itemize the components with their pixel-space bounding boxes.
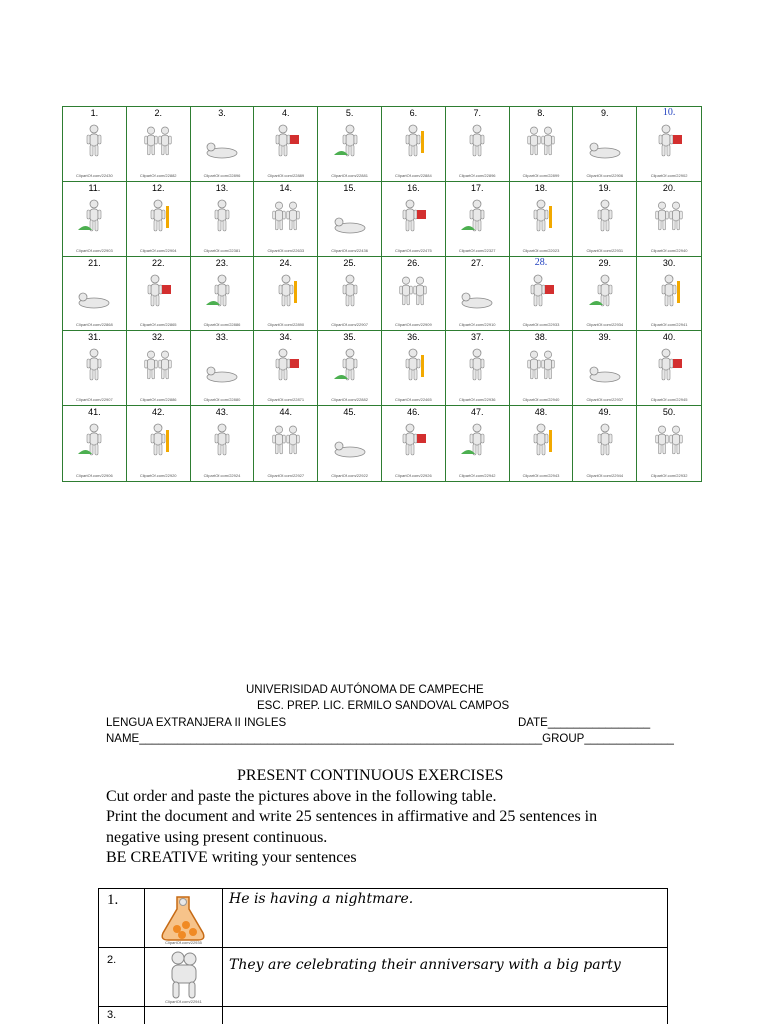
grid-cell bbox=[191, 182, 255, 257]
grid-cell bbox=[573, 182, 637, 257]
person-figure-icon bbox=[74, 196, 114, 240]
grid-cell bbox=[510, 107, 574, 182]
cell-number: 35. bbox=[343, 332, 356, 343]
clipart-credit: ClipartOf.com/22880 bbox=[203, 397, 241, 403]
person-figure-icon bbox=[202, 271, 242, 315]
person-figure-icon bbox=[585, 271, 625, 315]
cell-number: 4. bbox=[282, 108, 290, 118]
person-figure-icon bbox=[649, 121, 689, 165]
grid-cell bbox=[637, 107, 701, 182]
cell-number: 7. bbox=[473, 108, 481, 118]
grid-cell bbox=[63, 107, 127, 182]
answer-credit: ClipartOf.com/22935 bbox=[165, 940, 202, 945]
person-figure-icon bbox=[457, 345, 497, 389]
person-figure-icon bbox=[649, 271, 689, 315]
date-line: DATE________________ bbox=[518, 717, 651, 729]
person-figure-icon bbox=[585, 121, 625, 165]
person-figure-icon bbox=[393, 271, 433, 315]
clipart-credit: ClipartOf.com/22931 bbox=[586, 247, 624, 253]
grid-cell bbox=[63, 257, 127, 332]
clipart-credit: ClipartOf.com/22475 bbox=[395, 247, 432, 253]
grid-cell bbox=[127, 107, 191, 182]
cell-number: 29. bbox=[598, 257, 612, 268]
cell-number: 18. bbox=[534, 182, 548, 193]
cell-number: 14. bbox=[279, 182, 293, 193]
person-figure-icon bbox=[202, 345, 242, 389]
clipart-credit: ClipartOf.com/22933 bbox=[522, 322, 560, 328]
clipart-credit: ClipartOf.com/22868 bbox=[76, 322, 113, 328]
cell-number: 50. bbox=[662, 407, 676, 418]
cell-number: 25. bbox=[343, 257, 356, 268]
cell-number: 20. bbox=[662, 182, 676, 193]
cell-number: 28. bbox=[534, 256, 548, 268]
clipart-credit: ClipartOf.com/22633 bbox=[267, 247, 305, 253]
cell-number: 39. bbox=[598, 332, 612, 343]
person-figure-icon bbox=[521, 121, 561, 165]
clipart-credit: ClipartOf.com/22904 bbox=[139, 247, 177, 253]
person-figure-icon bbox=[521, 196, 561, 240]
clipart-credit: ClipartOf.com/22924 bbox=[203, 473, 241, 478]
cell-number: 33. bbox=[215, 332, 229, 343]
grid-cell bbox=[573, 406, 637, 481]
subject-label: LENGUA EXTRANJERA II INGLES bbox=[106, 717, 287, 729]
clipart-credit: ClipartOf.com/22327 bbox=[458, 247, 496, 253]
person-figure-icon bbox=[649, 196, 689, 240]
grid-cell bbox=[127, 182, 191, 257]
cell-number: 12. bbox=[151, 182, 165, 193]
person-figure-icon bbox=[393, 121, 433, 165]
cell-number: 42. bbox=[151, 407, 165, 418]
cell-number: 41. bbox=[88, 407, 101, 418]
person-figure-icon bbox=[649, 345, 689, 389]
instruction-line-1: Cut order and paste the pictures above in the following table. bbox=[106, 788, 497, 805]
cell-number: 1. bbox=[90, 108, 99, 118]
cell-number: 45. bbox=[343, 407, 356, 418]
clipart-credit: ClipartOf.com/22937 bbox=[586, 397, 624, 403]
answer-row bbox=[99, 889, 667, 948]
cell-number: 47. bbox=[470, 407, 484, 418]
cell-number: 49. bbox=[598, 407, 612, 418]
answer-sentence: They are celebrating their anniversary with a big party bbox=[229, 957, 621, 973]
person-figure-icon bbox=[330, 121, 370, 165]
cell-number: 36. bbox=[407, 332, 420, 343]
clipart-credit: ClipartOf.com/22909 bbox=[395, 322, 432, 328]
person-figure-icon bbox=[74, 271, 114, 315]
cell-number: 48. bbox=[534, 407, 548, 418]
person-figure-icon bbox=[457, 271, 497, 315]
grid-cell bbox=[191, 331, 255, 406]
answer-credit: ClipartOf.com/22941 bbox=[165, 999, 202, 1004]
person-figure-icon bbox=[585, 420, 625, 464]
person-figure-icon bbox=[457, 196, 497, 240]
answer-row bbox=[99, 948, 667, 1007]
grid-cell bbox=[382, 406, 446, 481]
grid-cell bbox=[510, 257, 574, 332]
clipart-credit: ClipartOf.com/22903 bbox=[76, 247, 113, 253]
answer-table bbox=[98, 888, 668, 1024]
person-figure-icon bbox=[266, 196, 306, 240]
clipart-credit: ClipartOf.com/22430 bbox=[76, 172, 113, 178]
person-figure-icon bbox=[74, 345, 114, 389]
cell-number: 16. bbox=[407, 182, 420, 193]
person-figure-icon bbox=[521, 345, 561, 389]
person-figure-icon bbox=[138, 345, 178, 389]
cell-number: 31. bbox=[88, 332, 101, 343]
person-figure-icon bbox=[266, 121, 306, 165]
clipart-credit: ClipartOf.com/22907 bbox=[76, 397, 113, 403]
person-figure-icon bbox=[330, 420, 370, 464]
cell-number: 21. bbox=[88, 257, 101, 268]
cell-number: 34. bbox=[279, 332, 293, 343]
cell-number: 32. bbox=[151, 332, 165, 343]
cell-number: 17. bbox=[470, 182, 484, 193]
cell-number: 15. bbox=[343, 182, 356, 193]
grid-cell bbox=[446, 182, 510, 257]
grid-cell bbox=[446, 331, 510, 406]
grid-cell bbox=[318, 406, 382, 481]
answer-picture bbox=[145, 948, 223, 1006]
cell-number: 24. bbox=[279, 257, 293, 268]
grid-cell bbox=[127, 406, 191, 481]
grid-cell bbox=[191, 257, 255, 332]
university-name: UNIVERISIDAD AUTÓNOMA DE CAMPECHE bbox=[246, 684, 484, 696]
answer-number: 1. bbox=[99, 889, 145, 947]
person-figure-icon bbox=[138, 196, 178, 240]
grid-cell bbox=[254, 107, 318, 182]
answer-number: 2. bbox=[99, 948, 145, 1006]
cell-number: 5. bbox=[345, 108, 354, 118]
person-figure-icon bbox=[521, 420, 561, 464]
clipart-credit: ClipartOf.com/22906 bbox=[76, 473, 113, 478]
clipart-credit: ClipartOf.com/22926 bbox=[395, 473, 432, 478]
clipart-credit: ClipartOf.com/22890 bbox=[267, 322, 305, 328]
instruction-line-2: Print the document and write 25 sentences in affirmative and 25 sentences in bbox=[106, 808, 598, 825]
clipart-credit: ClipartOf.com/22865 bbox=[139, 322, 177, 328]
clipart-credit: ClipartOf.com/22881 bbox=[331, 172, 368, 178]
cell-number: 22. bbox=[151, 257, 165, 268]
grid-cell bbox=[510, 331, 574, 406]
grid-cell bbox=[573, 331, 637, 406]
instruction-line-4: BE CREATIVE writing your sentences bbox=[106, 849, 357, 866]
cell-number: 38. bbox=[534, 332, 548, 343]
grid-cell bbox=[382, 331, 446, 406]
clipart-credit: ClipartOf.com/22945 bbox=[650, 397, 688, 403]
clipart-credit: ClipartOf.com/22940 bbox=[650, 247, 688, 253]
clipart-credit: ClipartOf.com/22023 bbox=[522, 247, 560, 253]
cell-number: 30. bbox=[662, 257, 676, 268]
clipart-credit: ClipartOf.com/22940 bbox=[522, 397, 560, 403]
clipart-credit: ClipartOf.com/22922 bbox=[331, 473, 368, 478]
answer-picture bbox=[145, 889, 223, 947]
grid-cell bbox=[191, 406, 255, 481]
flask-icon bbox=[153, 891, 213, 943]
grid-cell bbox=[254, 331, 318, 406]
clipart-credit: ClipartOf.com/22882 bbox=[139, 172, 177, 178]
person-figure-icon bbox=[457, 121, 497, 165]
cell-number: 13. bbox=[215, 182, 229, 193]
clipart-credit: ClipartOf.com/22910 bbox=[458, 322, 496, 328]
clipart-credit: ClipartOf.com/22871 bbox=[267, 397, 305, 403]
person-figure-icon bbox=[202, 121, 242, 165]
grid-cell bbox=[318, 331, 382, 406]
grid-cell bbox=[637, 331, 701, 406]
grid-cell bbox=[382, 182, 446, 257]
person-figure-icon bbox=[266, 271, 306, 315]
clipart-credit: ClipartOf.com/22886 bbox=[139, 397, 177, 403]
grid-cell bbox=[254, 182, 318, 257]
grid-cell bbox=[254, 257, 318, 332]
clipart-credit: ClipartOf.com/22899 bbox=[522, 172, 560, 178]
person-figure-icon bbox=[393, 420, 433, 464]
cell-number: 26. bbox=[407, 257, 420, 268]
grid-cell bbox=[573, 107, 637, 182]
clipart-credit: ClipartOf.com/22941 bbox=[650, 322, 688, 328]
grid-cell bbox=[446, 107, 510, 182]
grid-cell bbox=[510, 182, 574, 257]
person-figure-icon bbox=[138, 121, 178, 165]
clipart-credit: ClipartOf.com/22934 bbox=[586, 322, 624, 328]
clipart-credit: ClipartOf.com/22906 bbox=[586, 172, 624, 178]
person-figure-icon bbox=[74, 121, 114, 165]
person-figure-icon bbox=[74, 420, 114, 464]
clipart-credit: ClipartOf.com/22902 bbox=[650, 172, 688, 178]
answer-sentence: He is having a nightmare. bbox=[229, 891, 414, 907]
grid-cell bbox=[318, 182, 382, 257]
clipart-credit: ClipartOf.com/22889 bbox=[267, 172, 305, 178]
person-figure-icon bbox=[330, 196, 370, 240]
grid-cell bbox=[446, 257, 510, 332]
clipart-credit: ClipartOf.com/22907 bbox=[331, 322, 368, 328]
grid-cell bbox=[382, 257, 446, 332]
clipart-credit: ClipartOf.com/22932 bbox=[650, 473, 688, 478]
grid-cell bbox=[318, 107, 382, 182]
person-figure-icon bbox=[585, 196, 625, 240]
person-figure-icon bbox=[457, 420, 497, 464]
person-figure-icon bbox=[266, 345, 306, 389]
grid-cell bbox=[510, 406, 574, 481]
clipart-credit: ClipartOf.com/22943 bbox=[522, 473, 560, 478]
grid-cell bbox=[573, 257, 637, 332]
person-figure-icon bbox=[138, 420, 178, 464]
person-figure-icon bbox=[521, 271, 561, 315]
grid-cell bbox=[382, 107, 446, 182]
cell-number: 8. bbox=[537, 108, 545, 118]
clipart-credit: ClipartOf.com/22381 bbox=[203, 247, 241, 253]
person-figure-icon bbox=[330, 271, 370, 315]
cell-number: 2. bbox=[154, 108, 162, 118]
clipart-credit: ClipartOf.com/22942 bbox=[458, 473, 496, 478]
grid-cell bbox=[63, 331, 127, 406]
clipart-credit: ClipartOf.com/22896 bbox=[203, 172, 241, 178]
hugging-figures-icon bbox=[159, 950, 209, 1002]
grid-cell bbox=[446, 406, 510, 481]
cell-number: 6. bbox=[409, 108, 418, 118]
person-figure-icon bbox=[266, 420, 306, 464]
cell-number: 11. bbox=[88, 182, 101, 193]
answer-row bbox=[99, 1007, 667, 1024]
grid-cell bbox=[127, 257, 191, 332]
cell-number: 9. bbox=[601, 108, 609, 118]
clipart-credit: ClipartOf.com/22920 bbox=[139, 473, 177, 478]
grid-cell bbox=[318, 257, 382, 332]
clipart-credit: ClipartOf.com/22927 bbox=[267, 473, 305, 478]
clipart-credit: ClipartOf.com/22944 bbox=[586, 473, 624, 478]
cell-number: 43. bbox=[215, 407, 229, 418]
school-name: ESC. PREP. LIC. ERMILO SANDOVAL CAMPOS bbox=[257, 700, 510, 712]
cell-number: 23. bbox=[215, 257, 229, 268]
clipart-grid bbox=[62, 106, 702, 482]
clipart-credit: ClipartOf.com/22436 bbox=[331, 247, 368, 253]
name-group-line: NAME_______________________________________________________________GROUP______________ bbox=[106, 733, 674, 745]
person-figure-icon bbox=[202, 196, 242, 240]
cell-number: 46. bbox=[407, 407, 420, 418]
cell-number: 3. bbox=[218, 108, 226, 118]
clipart-credit: ClipartOf.com/22886 bbox=[203, 322, 241, 328]
grid-cell bbox=[127, 331, 191, 406]
grid-cell bbox=[637, 182, 701, 257]
grid-cell bbox=[191, 107, 255, 182]
cell-number: 10. bbox=[662, 107, 676, 118]
clipart-credit: ClipartOf.com/22465 bbox=[395, 397, 432, 403]
person-figure-icon bbox=[393, 196, 433, 240]
cell-number: 40. bbox=[662, 332, 676, 343]
grid-cell bbox=[637, 257, 701, 332]
person-figure-icon bbox=[138, 271, 178, 315]
clipart-credit: ClipartOf.com/22896 bbox=[458, 172, 496, 178]
cell-number: 19. bbox=[598, 182, 612, 193]
grid-cell bbox=[637, 406, 701, 481]
person-figure-icon bbox=[649, 420, 689, 464]
answer-picture bbox=[145, 1007, 223, 1024]
person-figure-icon bbox=[585, 345, 625, 389]
clipart-credit: ClipartOf.com/22882 bbox=[331, 397, 368, 403]
instruction-line-3: negative using present continuous. bbox=[106, 829, 328, 846]
person-figure-icon bbox=[330, 345, 370, 389]
cell-number: 44. bbox=[279, 407, 293, 418]
person-figure-icon bbox=[393, 345, 433, 389]
answer-number: 3. bbox=[99, 1007, 145, 1024]
clipart-credit: ClipartOf.com/22884 bbox=[395, 172, 432, 178]
person-figure-icon bbox=[202, 420, 242, 464]
clipart-credit: ClipartOf.com/22936 bbox=[458, 397, 496, 403]
grid-cell bbox=[254, 406, 318, 481]
cell-number: 37. bbox=[470, 332, 484, 343]
grid-cell bbox=[63, 406, 127, 481]
grid-cell bbox=[63, 182, 127, 257]
exercise-title: PRESENT CONTINUOUS EXERCISES bbox=[237, 767, 504, 784]
cell-number: 27. bbox=[470, 257, 484, 268]
